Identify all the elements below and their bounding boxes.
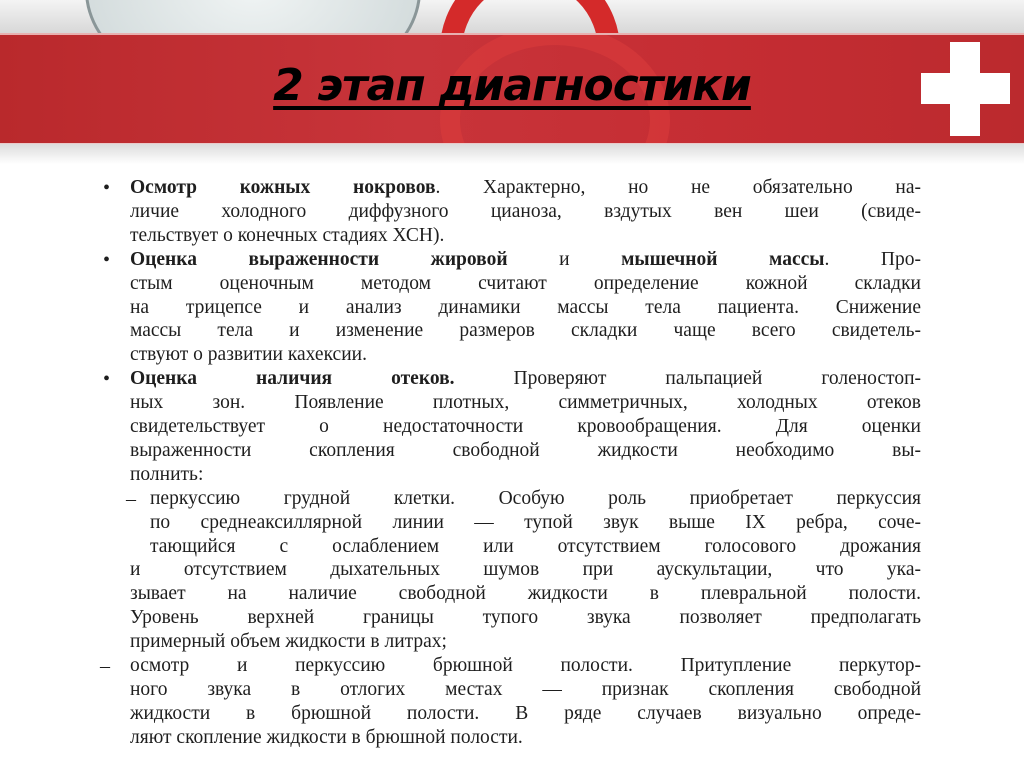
text-segment: . Про- xyxy=(824,248,921,270)
text-segment: ляют скопление жидкости в брюшной полости. xyxy=(130,726,523,748)
text-line xyxy=(130,606,921,630)
text-segment: и отсутствием дыхательных шумов при аускультации, что ука- xyxy=(130,559,921,581)
text-line xyxy=(130,702,921,726)
text-segment: Проверяют пальпацией голеностоп- xyxy=(454,368,922,390)
text-line xyxy=(130,224,921,248)
text-line xyxy=(130,200,921,224)
stethoscope-image xyxy=(440,0,620,33)
text-line xyxy=(130,439,921,463)
text-segment: Уровень верхней границы тупого звука позволяет предполагать xyxy=(130,607,921,629)
bullet-marker: • xyxy=(103,177,111,199)
text-line xyxy=(130,272,921,296)
slide-title-text: 2 этап диагностики xyxy=(273,60,751,111)
text-segment: ных зон. Появление плотных, симметричных, холодных отеков xyxy=(130,392,921,414)
dash-marker: – xyxy=(126,487,136,510)
text-segment: личие холодного диффузного цианоза, вздутых вен шеи (свиде- xyxy=(130,200,921,222)
text-line xyxy=(130,415,921,439)
text-segment: полнить: xyxy=(130,463,204,485)
text-segment: примерный объем жидкости в литрах; xyxy=(130,631,447,653)
bold-term: Оценка наличия отеков. xyxy=(130,368,455,390)
text-segment: жидкости в брюшной полости. В ряде случаев визуально опреде- xyxy=(130,702,921,724)
text-line xyxy=(130,654,921,678)
text-line xyxy=(130,296,921,320)
text-segment: по среднеаксиллярной линии — тупой звук выше IX ребра, соче- xyxy=(150,511,921,533)
text-line xyxy=(130,319,921,343)
text-line xyxy=(150,487,921,511)
text-segment: тельствует о конечных стадиях ХСН). xyxy=(130,224,445,246)
text-line xyxy=(130,630,921,654)
dash-marker: – xyxy=(100,655,110,677)
bold-term: Оценка выраженности жировой xyxy=(130,248,508,270)
text-line xyxy=(130,391,921,415)
text-line xyxy=(130,367,921,391)
text-segment: тающийся с ослаблением или отсутствием голосового дрожания xyxy=(150,535,921,557)
text-segment: свидетельствует о недостаточности кровообращения. Для оценки xyxy=(130,416,921,437)
bold-term: Осмотр кожных нокровов xyxy=(130,177,436,198)
bullet-marker: • xyxy=(103,248,111,271)
text-segment: зывает на наличие свободной жидкости в плевральной полости. xyxy=(130,583,921,605)
text-segment: ного звука в отлогих местах — признак скопления свободной xyxy=(130,678,921,700)
text-line xyxy=(150,535,921,559)
text-segment: перкуссию грудной клетки. Особую роль приобретает перкуссия xyxy=(150,487,921,509)
header-photo-strip xyxy=(0,0,1024,33)
text-line xyxy=(130,678,921,702)
text-line xyxy=(130,463,921,487)
banner-shadow xyxy=(0,144,1024,164)
text-line xyxy=(150,511,921,535)
text-line xyxy=(130,248,921,272)
text-segment: на трицепсе и анализ динамики массы тела пациента. Снижение xyxy=(130,296,921,318)
text-segment: массы тела и изменение размеров складки чаще всего свидетель- xyxy=(130,320,921,342)
bold-term: мышечной массы xyxy=(621,248,825,270)
text-segment: и xyxy=(507,248,622,270)
text-segment: стым оценочным методом считают определение кожной складки xyxy=(130,272,921,294)
slide-title xyxy=(0,60,1024,111)
text-line xyxy=(130,343,921,367)
text-line xyxy=(130,726,921,750)
text-line xyxy=(130,582,921,606)
text-segment: ствуют о развитии кахексии. xyxy=(130,344,367,366)
text-segment: выраженности скопления свободной жидкости необходимо вы- xyxy=(130,439,921,461)
pressure-gauge-image xyxy=(85,0,421,33)
text-segment: . Характерно, но не обязательно на- xyxy=(435,177,922,198)
bullet-marker: • xyxy=(103,368,111,391)
text-segment: осмотр и перкуссию брюшной полости. Притупление перкутор- xyxy=(130,655,921,676)
text-line xyxy=(130,558,921,582)
text-line xyxy=(130,176,921,200)
